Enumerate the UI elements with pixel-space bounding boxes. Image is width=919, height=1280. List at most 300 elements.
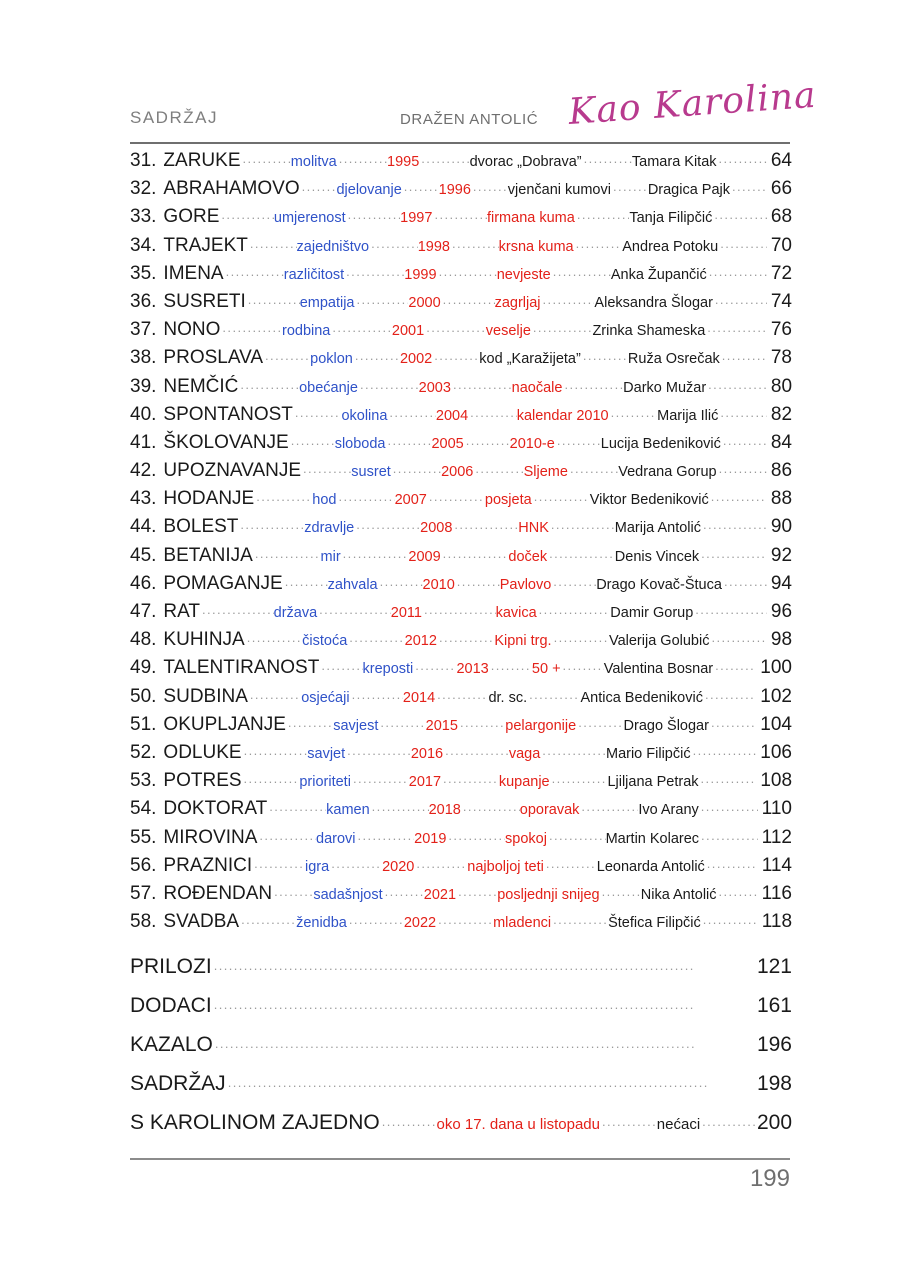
leader-dots — [531, 320, 593, 335]
leader-dots — [245, 630, 302, 645]
toc-row[interactable] — [130, 798, 792, 826]
back-matter-title: DODACI — [130, 994, 212, 1017]
toc-row-place: kalendar 2010 — [516, 407, 609, 424]
back-matter-title: S KAROLINOM ZAJEDNO — [130, 1111, 380, 1134]
toc-row-person: Valerija Golubić — [608, 633, 710, 650]
toc-row-year: 2002 — [399, 351, 433, 368]
toc-row-title: BETANIJA — [163, 544, 253, 566]
toc-row[interactable] — [130, 347, 792, 375]
leader-dots — [450, 236, 499, 251]
toc-row-number: 58. — [130, 911, 157, 933]
leader-dots — [391, 461, 441, 476]
leader-dots — [456, 884, 497, 899]
toc-row-title: ŠKOLOVANJE — [163, 431, 289, 453]
leader-dots — [555, 433, 601, 448]
leader-dots — [257, 828, 316, 843]
toc-row-keyword: susret — [351, 464, 391, 481]
leader-dots — [413, 658, 456, 673]
leader-dots — [246, 292, 300, 307]
leader-dots — [437, 264, 497, 279]
back-matter-page: 161 — [756, 994, 792, 1017]
leader-dots — [576, 715, 623, 730]
toc-row[interactable] — [130, 150, 792, 178]
leader-dots — [378, 715, 425, 730]
toc-row[interactable] — [130, 855, 792, 883]
leader-dots — [432, 348, 479, 363]
leader-dots — [544, 856, 597, 871]
leader-dots — [252, 856, 305, 871]
leader-dots — [353, 348, 400, 363]
toc-row[interactable] — [130, 263, 792, 291]
leader-dots — [489, 658, 532, 673]
leader-dots — [200, 602, 274, 617]
header-book-title: Kao Karolina — [567, 74, 818, 133]
toc-row-keyword: hod — [312, 492, 337, 509]
toc-row-person: Damir Gorup — [610, 605, 694, 621]
toc-row-place: nevjeste — [496, 266, 551, 283]
toc-row-number: 38. — [130, 347, 157, 369]
leader-dots — [419, 151, 469, 166]
leader-dots — [699, 799, 758, 814]
toc-row-keyword: igra — [305, 858, 330, 875]
toc-row-place: Pavlovo — [499, 576, 552, 593]
leader-dots — [473, 461, 523, 476]
toc-row-keyword: kamen — [326, 802, 370, 819]
leader-dots — [380, 1114, 437, 1129]
toc-row[interactable] — [130, 770, 792, 798]
leader-dots — [351, 771, 409, 786]
toc-row[interactable] — [130, 404, 792, 432]
toc-row-page: 66 — [770, 178, 793, 200]
leader-dots — [422, 602, 496, 617]
leader-dots — [579, 799, 638, 814]
toc-row[interactable] — [130, 657, 792, 685]
toc-row-page: 96 — [770, 601, 793, 622]
toc-row[interactable] — [130, 291, 792, 319]
toc-row-year: 2011 — [390, 605, 422, 621]
leader-dots — [722, 574, 767, 589]
toc-row-number: 48. — [130, 629, 157, 651]
toc-row-place: kod „Karažijeta” — [479, 351, 581, 368]
toc-row-title: HODANJE — [163, 488, 255, 510]
leader-dots — [350, 687, 403, 702]
back-matter-row[interactable] — [130, 1111, 792, 1150]
toc-row[interactable] — [130, 911, 792, 939]
back-matter-person: nećaci — [656, 1116, 701, 1133]
toc-row-year: 1995 — [387, 154, 420, 170]
leader-dots — [346, 207, 401, 222]
toc-row[interactable] — [130, 883, 792, 911]
toc-row-person: Anka Župančić — [610, 266, 707, 283]
toc-row[interactable] — [130, 319, 792, 347]
leader-dots — [720, 348, 767, 363]
leader-dots — [561, 658, 604, 673]
toc-row-number: 45. — [130, 544, 157, 566]
leader-dots — [238, 377, 299, 392]
leader-dots — [709, 489, 767, 504]
toc-row-place: firmana kuma — [486, 210, 575, 227]
leader-dots — [527, 687, 580, 702]
toc-row-page: 88 — [770, 488, 793, 510]
toc-row-person: Vedrana Gorup — [618, 464, 717, 481]
toc-row-title: GORE — [163, 206, 220, 228]
toc-row-number: 39. — [130, 375, 157, 397]
toc-row-keyword: kreposti — [362, 661, 414, 678]
leader-dots — [713, 292, 767, 307]
toc-row-keyword: savjet — [307, 745, 346, 762]
toc-row[interactable] — [130, 545, 792, 573]
leader-dots — [300, 179, 337, 194]
toc-row-year: 2012 — [404, 633, 437, 650]
toc-row-keyword: sloboda — [334, 435, 386, 452]
toc-row-person: Zrinka Shameska — [592, 323, 706, 340]
toc-row-year: 2019 — [414, 830, 447, 847]
leader-dots — [707, 264, 767, 279]
leader-dots — [709, 630, 766, 645]
leader-dots — [550, 771, 608, 786]
leader-dots — [730, 179, 767, 194]
toc-row-year: 2016 — [410, 745, 444, 762]
toc-row-place: vjenčani kumovi — [507, 182, 611, 199]
header-section-label: SADRŽAJ — [130, 108, 218, 127]
toc-row-year: 1999 — [404, 266, 437, 283]
toc-row[interactable] — [130, 742, 792, 770]
back-matter-page: 121 — [756, 955, 792, 978]
leader-dots — [283, 574, 328, 589]
toc-row-place: mladenci — [493, 915, 552, 932]
leader-dots — [441, 546, 509, 561]
toc-row-number: 34. — [130, 234, 157, 256]
toc-row-place: 50 + — [531, 661, 561, 678]
leader-dots — [705, 320, 767, 335]
header-author: DRAŽEN ANTOLIĆ — [400, 111, 539, 128]
leader-dots — [347, 630, 404, 645]
toc-row-number: 46. — [130, 572, 157, 594]
leader-dots — [461, 799, 520, 814]
toc-row-person: Tanja Filipčić — [629, 210, 713, 227]
toc-row[interactable] — [130, 460, 792, 488]
leader-dots — [464, 433, 510, 448]
toc-row-page: 92 — [770, 544, 793, 566]
leader-dots — [253, 546, 321, 561]
toc-row-title: TRAJEKT — [163, 234, 248, 256]
toc-row[interactable] — [130, 714, 792, 742]
toc-row-place: posljednji snijeg — [497, 886, 600, 903]
leader-dots — [582, 151, 632, 166]
leader-dots — [370, 799, 429, 814]
toc-row[interactable] — [130, 686, 792, 714]
leader-dots — [347, 912, 404, 927]
toc-row-title: SUDBINA — [163, 685, 248, 707]
table-of-contents — [130, 150, 792, 939]
toc-row-person: Darko Mužar — [623, 379, 707, 396]
page-header — [130, 74, 818, 142]
leader-dots — [263, 348, 310, 363]
toc-row-number: 33. — [130, 206, 157, 228]
leader-dots — [540, 743, 606, 758]
toc-row-keyword: umjerenost — [273, 210, 346, 227]
toc-row-place: oporavak — [519, 802, 580, 819]
toc-row-number: 56. — [130, 854, 157, 876]
leader-dots — [341, 546, 409, 561]
leader-dots — [424, 320, 486, 335]
leader-dots — [301, 461, 351, 476]
toc-row-place: vaga — [508, 745, 541, 762]
toc-row-title: KUHINJA — [163, 629, 245, 651]
toc-row-keyword: zdravlje — [304, 520, 355, 537]
toc-row-place: naočale — [511, 379, 563, 396]
toc-row-title: SUSRETI — [163, 290, 246, 312]
toc-row-person: Andrea Potoku — [622, 238, 719, 255]
toc-row-place: spokoj — [505, 830, 547, 847]
leader-dots — [238, 517, 304, 532]
leader-dots — [611, 179, 648, 194]
leader-dots — [551, 912, 608, 927]
toc-row-page: 64 — [770, 150, 792, 171]
leader-dots — [701, 912, 758, 927]
toc-row-year: 2008 — [420, 520, 453, 537]
toc-row-place: HNK — [518, 520, 549, 537]
toc-row-year: 2003 — [418, 379, 451, 396]
toc-row[interactable] — [130, 516, 792, 544]
leader-dots — [718, 405, 767, 420]
toc-row-title: SVADBA — [163, 911, 240, 933]
back-matter-page: 200 — [756, 1111, 793, 1134]
toc-row-person: Denis Vincek — [614, 548, 700, 565]
toc-row-person: Ruža Osrečak — [627, 351, 720, 368]
leader-dots — [337, 489, 395, 504]
leader-dots — [213, 1036, 750, 1051]
leader-dots — [358, 377, 419, 392]
toc-row-page: 106 — [760, 741, 792, 763]
toc-row-place: pelargonije — [505, 717, 577, 734]
leader-dots — [455, 574, 500, 589]
back-matter-row[interactable] — [130, 994, 792, 1033]
toc-row-place: Kipni trg. — [494, 633, 552, 650]
leader-dots — [575, 207, 630, 222]
toc-row-person: Leonarda Antolić — [596, 858, 705, 875]
toc-row-year: 2006 — [441, 464, 474, 481]
toc-row-title: ABRAHAMOVO — [163, 178, 300, 200]
toc-row[interactable] — [130, 432, 792, 460]
leader-dots — [437, 630, 494, 645]
toc-row-place: kavica — [495, 605, 537, 621]
leader-dots — [369, 236, 418, 251]
toc-row-page: 72 — [770, 262, 793, 284]
toc-row[interactable] — [130, 206, 792, 234]
toc-row-person: Marija Antolić — [614, 520, 701, 537]
leader-dots — [378, 574, 423, 589]
toc-row-year: 2014 — [402, 689, 436, 706]
back-matter-row[interactable] — [130, 955, 792, 994]
leader-dots — [468, 405, 517, 420]
toc-row-year: 2004 — [435, 407, 469, 424]
leader-dots — [718, 236, 767, 251]
leader-dots — [436, 912, 493, 927]
leader-dots — [212, 958, 750, 973]
toc-row-title: POTRES — [163, 770, 242, 792]
leader-dots — [547, 828, 606, 843]
back-matter-page: 198 — [756, 1072, 792, 1095]
leader-dots — [337, 151, 387, 166]
toc-row-title: PROSLAVA — [163, 347, 264, 369]
toc-row-page: 112 — [761, 826, 792, 848]
toc-row-number: 40. — [130, 403, 157, 425]
toc-row-keyword: molitva — [290, 154, 337, 170]
toc-row-person: Martin Kolarec — [605, 830, 700, 847]
toc-row-title: TALENTIRANOST — [163, 657, 320, 679]
leader-dots — [286, 715, 333, 730]
toc-row-person: Nika Antolić — [640, 886, 717, 903]
leader-dots — [537, 602, 611, 617]
toc-row-keyword: rodbina — [281, 323, 331, 340]
toc-row-keyword: savjest — [333, 717, 379, 734]
toc-row-title: PRAZNICI — [163, 854, 253, 876]
toc-row-keyword: okolina — [341, 407, 388, 424]
toc-row-number: 47. — [130, 601, 157, 622]
toc-row-year: 2000 — [408, 294, 441, 311]
leader-dots — [446, 828, 505, 843]
leader-dots — [721, 433, 767, 448]
leader-dots — [551, 264, 611, 279]
toc-row-number: 32. — [130, 178, 157, 200]
leader-dots — [699, 771, 757, 786]
toc-row-number: 54. — [130, 798, 157, 820]
leader-dots — [220, 320, 282, 335]
toc-row[interactable] — [130, 629, 792, 657]
toc-row-number: 57. — [130, 882, 157, 904]
toc-row-place: doček — [508, 548, 548, 565]
toc-row[interactable] — [130, 376, 792, 404]
toc-row-title: ODLUKE — [163, 741, 242, 763]
toc-row-page: 90 — [770, 516, 793, 538]
toc-row-person: Mario Filipčić — [605, 745, 691, 762]
leader-dots — [248, 236, 297, 251]
toc-row-page: 104 — [760, 713, 792, 735]
toc-row-page: 78 — [770, 347, 792, 369]
leader-dots — [706, 377, 767, 392]
leader-dots — [562, 377, 623, 392]
toc-row-place: dvorac „Dobrava” — [469, 154, 582, 170]
toc-row-number: 31. — [130, 150, 157, 171]
toc-row-place: posjeta — [484, 492, 532, 509]
toc-row-person: Ljiljana Petrak — [607, 774, 699, 791]
toc-row-person: Štefica Filipčić — [608, 915, 701, 932]
toc-row-year: 2001 — [391, 323, 425, 340]
toc-row-page: 86 — [770, 460, 793, 482]
leader-dots — [212, 997, 750, 1012]
toc-row-year: 2018 — [428, 802, 461, 819]
toc-row-person: Antica Bedeniković — [580, 689, 703, 706]
toc-row-number: 35. — [130, 262, 157, 284]
leader-dots — [581, 348, 628, 363]
toc-row-place: dr. sc. — [488, 689, 528, 706]
toc-row-number: 42. — [130, 460, 157, 482]
leader-dots — [414, 856, 467, 871]
toc-row-page: 80 — [770, 375, 793, 397]
toc-row-year: 2007 — [394, 492, 427, 509]
leader-dots — [224, 264, 284, 279]
toc-row-year: 2009 — [408, 548, 441, 565]
toc-row-page: 102 — [760, 685, 792, 707]
toc-row[interactable] — [130, 827, 792, 855]
leader-dots — [319, 658, 362, 673]
toc-row-title: NONO — [163, 319, 221, 341]
toc-row-page: 116 — [761, 882, 792, 904]
leader-dots — [330, 320, 392, 335]
leader-dots — [541, 292, 595, 307]
leader-dots — [600, 1114, 657, 1129]
toc-row-keyword: djelovanje — [336, 182, 402, 199]
toc-row-page: 118 — [761, 911, 793, 933]
toc-row-number: 49. — [130, 657, 157, 679]
leader-dots — [293, 405, 342, 420]
toc-row[interactable] — [130, 488, 792, 516]
leader-dots — [701, 517, 767, 532]
toc-row-person: Tamara Kitak — [631, 154, 717, 170]
toc-row-keyword: prioriteti — [299, 774, 351, 791]
leader-dots — [551, 574, 596, 589]
toc-row-title: NEMČIĆ — [163, 375, 239, 397]
toc-row-keyword: država — [273, 605, 318, 621]
toc-row[interactable] — [130, 178, 792, 206]
toc-row-page: 108 — [760, 770, 793, 792]
leader-dots — [458, 715, 505, 730]
header-divider — [130, 142, 790, 144]
toc-row-person: Valentina Bosnar — [603, 661, 714, 678]
leader-dots — [574, 236, 623, 251]
leader-dots — [385, 433, 431, 448]
toc-row-year: 1998 — [417, 238, 450, 255]
leader-dots — [289, 433, 335, 448]
back-matter-title: SADRŽAJ — [130, 1072, 226, 1095]
leader-dots — [441, 771, 499, 786]
toc-row-keyword: čistoća — [302, 633, 348, 650]
toc-row-number: 36. — [130, 290, 157, 312]
toc-row[interactable] — [130, 235, 792, 263]
leader-dots — [609, 405, 658, 420]
leader-dots — [452, 517, 518, 532]
leader-dots — [471, 179, 508, 194]
toc-row-title: RAT — [163, 601, 201, 622]
leader-dots — [443, 743, 509, 758]
leader-dots — [219, 207, 274, 222]
toc-row-keyword: osjećaji — [301, 689, 350, 706]
toc-row-page: 68 — [770, 206, 793, 228]
leader-dots — [267, 799, 326, 814]
leader-dots — [547, 546, 615, 561]
toc-row-title: UPOZNAVANJE — [163, 460, 302, 482]
toc-row-title: IMENA — [163, 262, 224, 284]
back-matter-row[interactable] — [130, 1072, 792, 1111]
toc-row-place: kupanje — [498, 774, 550, 791]
toc-row-page: 110 — [761, 798, 792, 820]
toc-row-number: 41. — [130, 431, 157, 453]
toc-row[interactable] — [130, 573, 792, 601]
toc-row-place: najboljoj teti — [467, 858, 544, 875]
toc-row-number: 43. — [130, 488, 157, 510]
toc-row-year: 1997 — [400, 210, 433, 227]
toc-row-year: 2021 — [423, 886, 457, 903]
toc-row[interactable] — [130, 601, 792, 629]
leader-dots — [345, 743, 411, 758]
toc-row-number: 51. — [130, 713, 157, 735]
toc-row-year: 2005 — [431, 435, 464, 452]
back-matter-row[interactable] — [130, 1033, 792, 1072]
toc-row-title: DOKTORAT — [163, 798, 268, 820]
toc-row-person: Ivo Arany — [638, 802, 699, 819]
toc-row-keyword: darovi — [316, 830, 356, 847]
